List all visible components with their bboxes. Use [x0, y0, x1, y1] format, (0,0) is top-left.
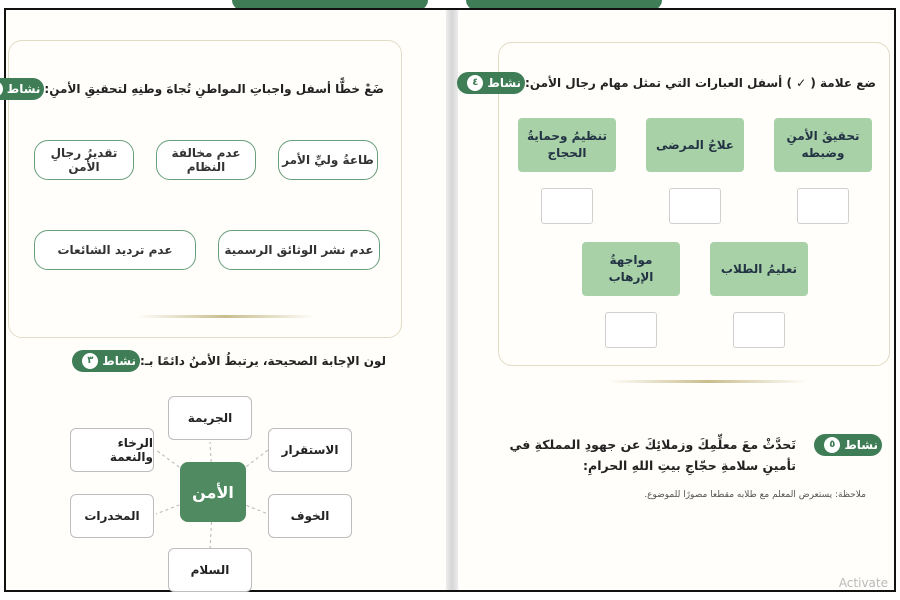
activity-4-instruction: ضع علامة ( ✓ ) أسفل العبارات التي تمثل مهام رجال الأمن:: [525, 76, 876, 90]
node-crime[interactable]: الجريمة: [168, 396, 252, 440]
activity-5-header: [814, 434, 882, 456]
node-drugs[interactable]: المخدرات: [70, 494, 154, 538]
task-achieve-security: تحقيقُ الأمنِ وضبطه: [774, 118, 872, 172]
option-not-publish-documents[interactable]: عدم نشر الوثائق الرسمية: [218, 230, 380, 270]
activity-5-badge: [814, 434, 882, 456]
task-treat-patients: علاجُ المرضى: [646, 118, 744, 172]
badge-label: نشاط: [844, 438, 878, 452]
option-obey-ruler[interactable]: طاعةُ وليِّ الأمر: [278, 140, 378, 180]
task-teach-students: تعليمُ الطلاب: [710, 242, 808, 296]
activity-number: ٥: [824, 437, 840, 453]
node-stability[interactable]: الاستقرار: [268, 428, 352, 472]
task-confront-terrorism: مواجهةُ الإرهاب: [582, 242, 680, 296]
activity-number: ٤: [467, 75, 483, 91]
mind-map-center: الأمن: [180, 462, 246, 522]
activity-2-instruction: ضَعْ خطًّا أسفل واجباتِ المواطنِ تُجاهَ وطنِهِ لتحقيقِ الأمنِ:: [44, 82, 384, 96]
badge-label: نشاط: [487, 76, 522, 90]
activity-number: ٣: [82, 353, 98, 369]
section-divider: [608, 380, 808, 383]
option-not-violate-system[interactable]: عدم مخالفة النظام: [156, 140, 256, 180]
checkbox-teach-students[interactable]: [733, 312, 785, 348]
checkbox-treat-patients[interactable]: [669, 188, 721, 224]
node-fear[interactable]: الخوف: [268, 494, 352, 538]
checkbox-organize-pilgrims[interactable]: [541, 188, 593, 224]
document-frame: [4, 8, 896, 592]
checkbox-confront-terrorism[interactable]: [605, 312, 657, 348]
activation-watermark: Activate: [838, 576, 888, 590]
activity-number: [0, 81, 3, 97]
book-gutter: [446, 10, 458, 590]
activity-3-instruction: لون الإجابة الصحيحة، يرتبطُ الأمنُ دائمًا بـ:: [139, 354, 386, 368]
activity-4-badge: [457, 72, 525, 94]
option-not-repeat-rumors[interactable]: عدم ترديد الشائعات: [34, 230, 196, 270]
node-prosperity[interactable]: الرخاء والنعمة: [70, 428, 154, 472]
activity-5-text: تَحدَّثْ معَ معلِّمِكَ وزملائِكَ عن جهودِ المملكةِ في تأمينِ سلامةِ حجّاجِ بيتِ اللهِ الحرامِ:: [509, 437, 796, 474]
badge-label: نشاط: [102, 354, 136, 368]
checkbox-achieve-security[interactable]: [797, 188, 849, 224]
badge-label: نشاط: [6, 82, 41, 96]
option-appreciate-security-men[interactable]: تقديرُ رجالِ الأمن: [34, 140, 134, 180]
task-organize-pilgrims: تنظيمُ وحمايةُ الحجاج: [518, 118, 616, 172]
activity-5-note: ملاحظة: يستعرض المعلم مع طلابه مقطعا مصورًا للموضوع.: [644, 490, 866, 500]
node-peace[interactable]: السلام: [168, 548, 252, 592]
activity-4-header: [457, 72, 882, 94]
right-page: [458, 10, 894, 590]
left-page: [6, 10, 446, 590]
